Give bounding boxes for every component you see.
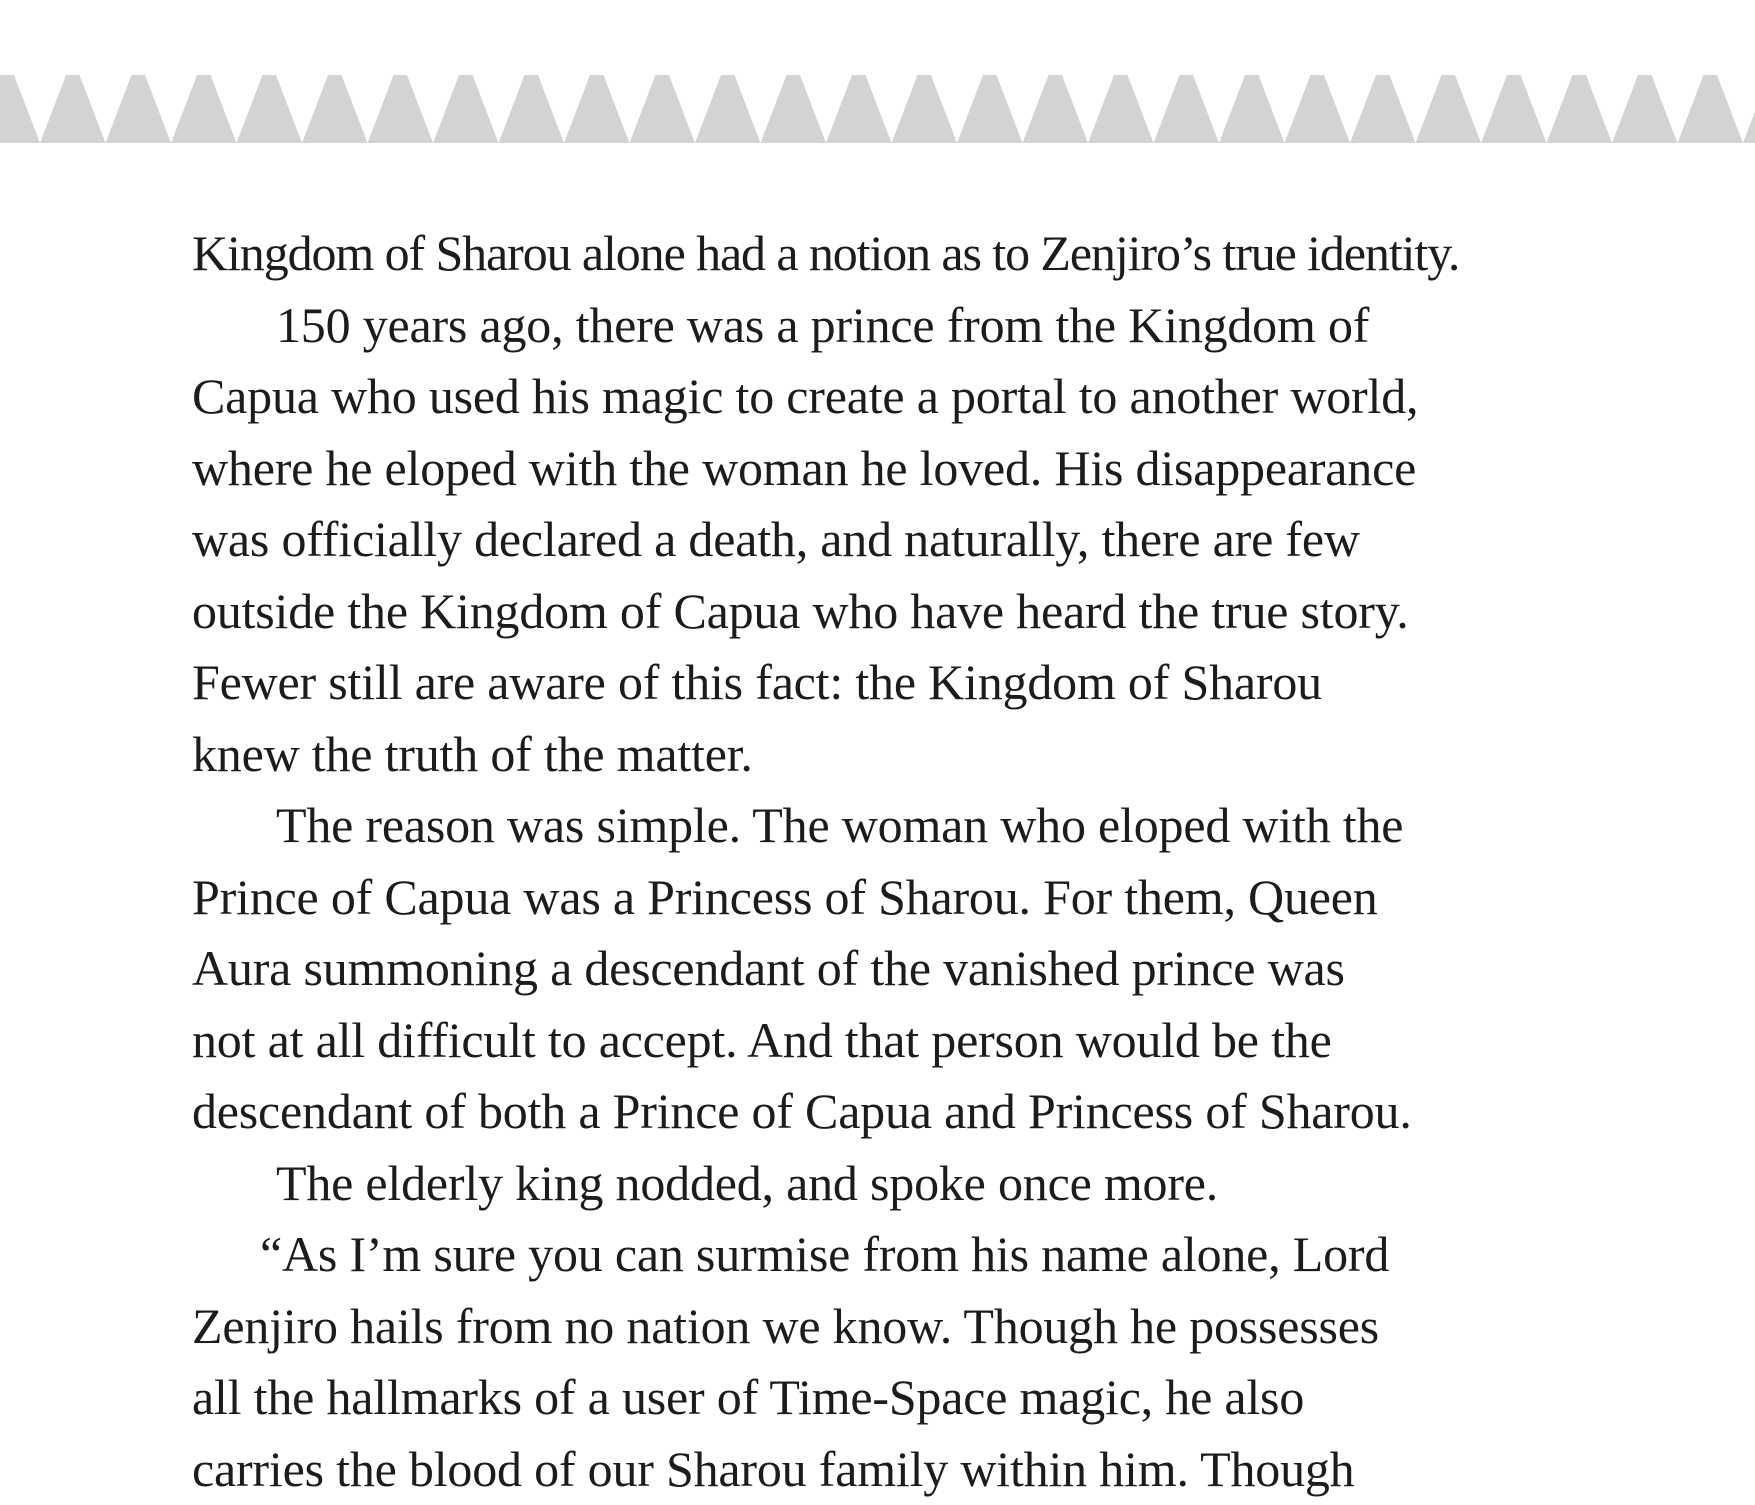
text-line: Aura summoning a descendant of the vanished prince was — [192, 933, 1612, 1005]
text-line: The elderly king nodded, and spoke once more. — [192, 1148, 1612, 1220]
body-text — [192, 218, 1612, 1505]
text-line: The reason was simple. The woman who eloped with the — [192, 790, 1612, 862]
text-line: Fewer still are aware of this fact: the Kingdom of Sharou — [192, 647, 1612, 719]
text-line: was officially declared a death, and naturally, there are few — [192, 504, 1612, 576]
text-line: 150 years ago, there was a prince from the Kingdom of — [192, 290, 1612, 362]
text-line: descendant of both a Prince of Capua and Princess of Sharou. — [192, 1076, 1612, 1148]
text-line: Kingdom of Sharou alone had a notion as to Zenjiro’s true identity. — [192, 218, 1612, 290]
text-line: Zenjiro hails from no nation we know. Though he possesses — [192, 1291, 1612, 1363]
decorative-triangle-border — [0, 75, 1755, 143]
text-line: Capua who used his magic to create a portal to another world, — [192, 361, 1612, 433]
text-line: all the hallmarks of a user of Time-Space magic, he also — [192, 1362, 1612, 1434]
text-line: “As I’m sure you can surmise from his name alone, Lord — [192, 1219, 1612, 1291]
text-line: not at all difficult to accept. And that person would be the — [192, 1005, 1612, 1077]
text-line: knew the truth of the matter. — [192, 719, 1612, 791]
text-line: outside the Kingdom of Capua who have heard the true story. — [192, 576, 1612, 648]
text-line: Prince of Capua was a Princess of Sharou. For them, Queen — [192, 862, 1612, 934]
text-line: carries the blood of our Sharou family within him. Though — [192, 1434, 1612, 1505]
text-line: where he eloped with the woman he loved. His disappearance — [192, 433, 1612, 505]
